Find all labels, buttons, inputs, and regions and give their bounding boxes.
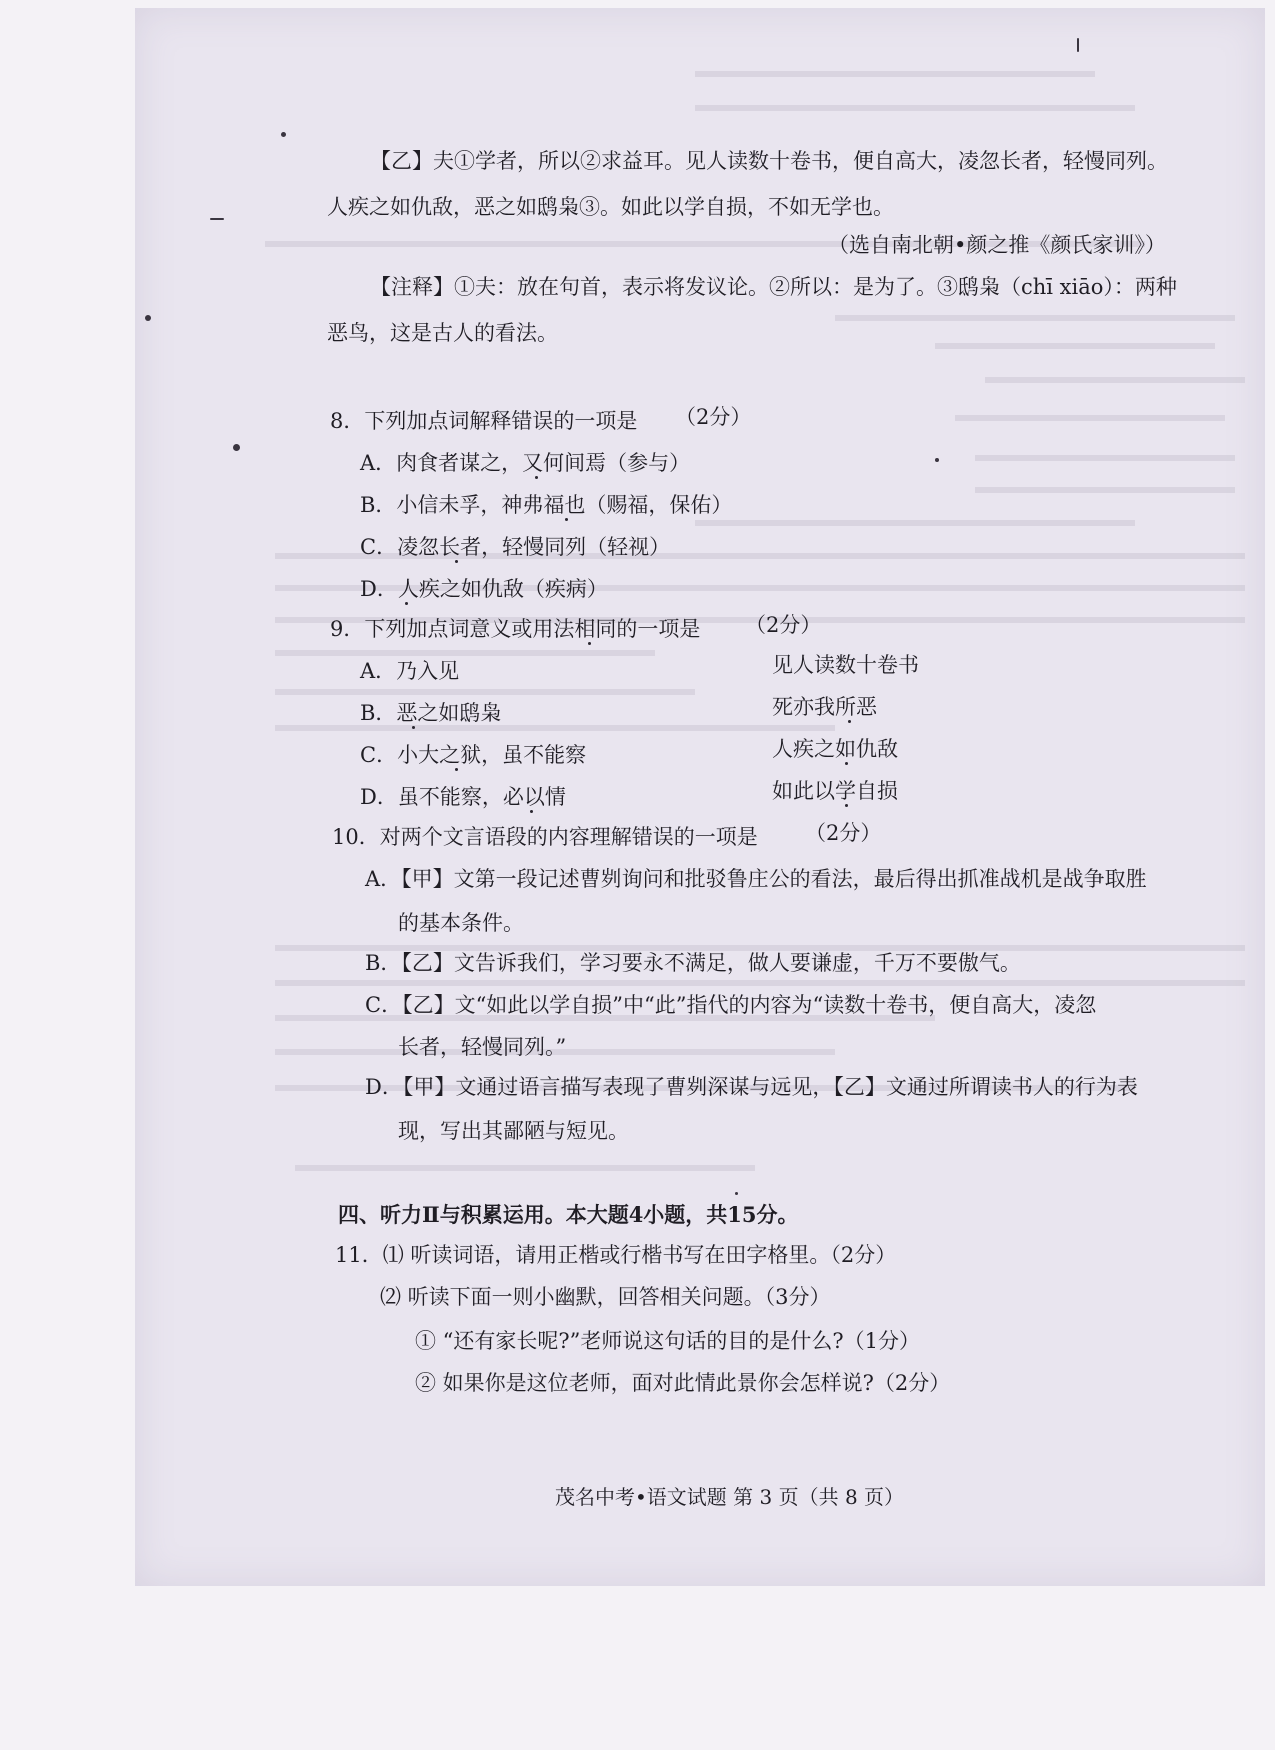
q10-option-c-line-1: C．【乙】文“如此以学自损”中“此”指代的内容为“读数十卷书，便自高大，凌忽 <box>365 993 1097 1017</box>
passage-b-source: （选自南北朝•颜之推《颜氏家训》） <box>828 233 1166 257</box>
passage-b-line-1: 【乙】夫①学者，所以②求益耳。见人读数十卷书，便自高大，凌忽长者，轻慢同列。 <box>370 149 1168 173</box>
emphasis-dot <box>405 602 408 605</box>
emphasis-dot <box>530 810 533 813</box>
notes-line-2: 恶鸟，这是古人的看法。 <box>327 321 558 345</box>
q9-option-d-right: 如此以学自损 <box>772 779 898 803</box>
emphasis-dot <box>848 720 851 723</box>
q10-option-b: B．【乙】文告诉我们，学习要永不满足，做人要谦虚，千万不要傲气。 <box>365 951 1021 975</box>
scan-speck <box>735 1192 738 1195</box>
page-footer: 茂名中考•语文试题 第 3 页（共 8 页） <box>555 1485 905 1509</box>
emphasis-dot <box>455 768 458 771</box>
q9-option-c-left: C．小大之狱，虽不能察 <box>360 743 587 767</box>
q9-score: （2分） <box>745 613 822 637</box>
q9-option-a-left: A．乃入见 <box>360 659 460 683</box>
q11-part-1: 11．⑴ 听读词语，请用正楷或行楷书写在田字格里。（2分） <box>335 1243 897 1267</box>
q11-sub-1: ① “还有家长呢?”老师说这句话的目的是什么?（1分） <box>415 1329 921 1353</box>
q9-option-a-right: 见人读数十卷书 <box>772 653 919 677</box>
emphasis-dot <box>412 726 415 729</box>
q8-option-c: C．凌忽长者，轻慢同列（轻视） <box>360 535 671 559</box>
q8-option-d: D．人疾之如仇敌（疾病） <box>360 577 608 601</box>
q10-option-d-line-2: 现，写出其鄙陋与短见。 <box>398 1119 629 1143</box>
q10-option-c-line-2: 长者，轻慢同列。” <box>398 1035 567 1059</box>
notes-line-1: 【注释】①夫：放在句首，表示将发议论。②所以：是为了。③鸱枭（chī xiāo）：两种 <box>370 275 1177 299</box>
section-4-heading: 四、听力Ⅱ与积累运用。本大题4小题，共15分。 <box>338 1202 799 1227</box>
scan-speck <box>281 132 286 137</box>
emphasis-dot <box>845 804 848 807</box>
scan-speck <box>233 444 240 451</box>
q9-option-c-right: 人疾之如仇敌 <box>772 737 898 761</box>
q10-score: （2分） <box>805 821 882 845</box>
q11-part-2: ⑵ 听读下面一则小幽默，回答相关问题。（3分） <box>380 1285 831 1309</box>
emphasis-dot <box>845 762 848 765</box>
scan-speck <box>1077 38 1079 52</box>
q8-option-b: B．小信未孚，神弗福也（赐福，保佑） <box>360 493 733 517</box>
q10-stem: 10．对两个文言语段的内容理解错误的一项是 <box>332 825 758 849</box>
q10-option-a-line-2: 的基本条件。 <box>398 911 524 935</box>
q8-option-a: A．肉食者谋之，又何间焉（参与） <box>360 451 691 475</box>
scan-speck <box>210 218 224 220</box>
q10-option-a-line-1: A．【甲】文第一段记述曹刿询问和批驳鲁庄公的看法，最后得出抓准战机是战争取胜 <box>365 867 1147 891</box>
emphasis-dot <box>565 518 568 521</box>
emphasis-dot <box>455 560 458 563</box>
passage-b-line-2: 人疾之如仇敌，恶之如鸱枭③。如此以学自损，不如无学也。 <box>327 195 894 219</box>
q9-stem: 9．下列加点词意义或用法相同的一项是 <box>330 617 701 641</box>
q9-option-b-left: B．恶之如鸱枭 <box>360 701 502 725</box>
q9-option-d-left: D．虽不能察，必以情 <box>360 785 566 809</box>
q11-sub-2: ② 如果你是这位老师，面对此情此景你会怎样说?（2分） <box>415 1371 951 1395</box>
emphasis-dot <box>535 476 538 479</box>
emphasis-dot <box>588 642 591 645</box>
q9-option-b-right: 死亦我所恶 <box>772 695 877 719</box>
q8-score: （2分） <box>675 405 752 429</box>
scan-speck <box>145 315 151 321</box>
q10-option-d-line-1: D．【甲】文通过语言描写表现了曹刿深谋与远见，【乙】文通过所谓读书人的行为表 <box>365 1075 1138 1099</box>
scan-speck <box>935 458 939 462</box>
q8-stem: 8．下列加点词解释错误的一项是 <box>330 409 638 433</box>
